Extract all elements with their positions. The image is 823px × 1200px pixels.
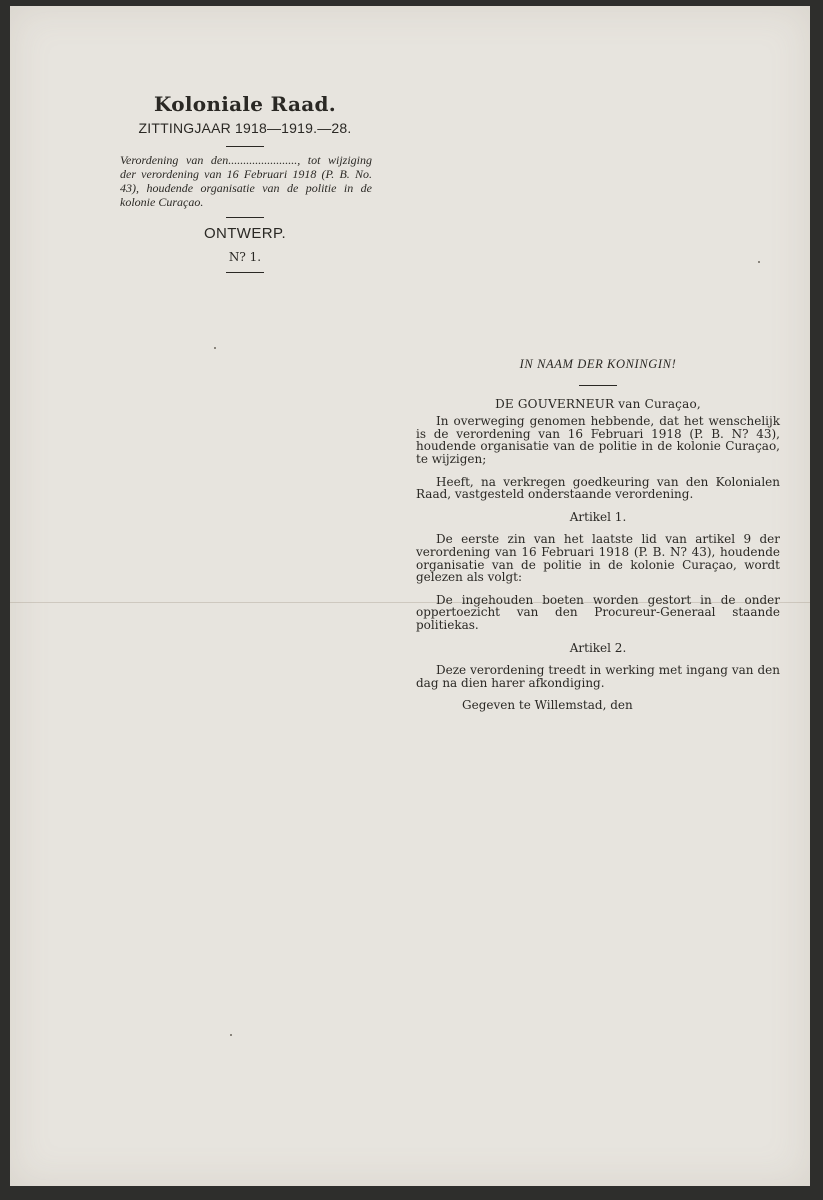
body-divider [579,385,617,386]
article-1-quoted-text: De ingehouden boeten worden gestort in de onder oppertoezicht van den Procureur-Generaal staande politiekas. [416,592,780,632]
council-title: Koloniale Raad. [153,92,337,116]
document-page [10,6,810,1186]
session-year: ZITTINGJAAR 1918—1919.—28. [138,120,352,136]
ordinance-body [416,358,780,712]
header-divider [226,146,264,147]
document-header [110,92,380,273]
article-1-heading: Artikel 1. [569,509,627,524]
given-at-line: Gegeven te Willemstad, den [462,698,633,713]
article-1-text: De eerste zin van het laatste lid van artikel 9 der verordening van 16 Februari 1918 (P. B. N? 43), houdende organisatie van de politie in de kolonie Curaçao, wordt gelezen als volgt: [416,532,780,585]
paragraph-consideration: In overweging genomen hebbende, dat het wenschelijk is de verordening van 16 Februari 1918 (P. B. N? 43), houdende organisatie van de politie in de kolonie Curaçao, te wijzigen; [416,414,780,466]
draft-label: ONTWERP. [203,225,287,242]
governor-line: DE GOUVERNEUR van Curaçao, [495,396,701,411]
paragraph-approval: Heeft, na verkregen goedkeuring van den Kolonialen Raad, vastgesteld onderstaande verordening. [416,474,780,502]
header-divider [226,272,264,273]
article-2-heading: Artikel 2. [569,640,627,655]
royal-invocation: IN NAAM DER KONINGIN! [519,357,677,371]
header-divider [226,217,264,218]
speck [758,261,760,263]
article-2-text: Deze verordening treedt in werking met ingang van den dag na dien harer afkondiging. [416,663,780,690]
speck [230,1034,232,1036]
speck [214,347,216,349]
draft-number: N? 1. [228,250,262,264]
ordinance-subject: Verordening van den......................., tot wijziging der verordening van 16 Februari 1918 (P. B. No. 43), houdende organisatie van de politie in de kolonie Curaçao. [120,153,372,209]
